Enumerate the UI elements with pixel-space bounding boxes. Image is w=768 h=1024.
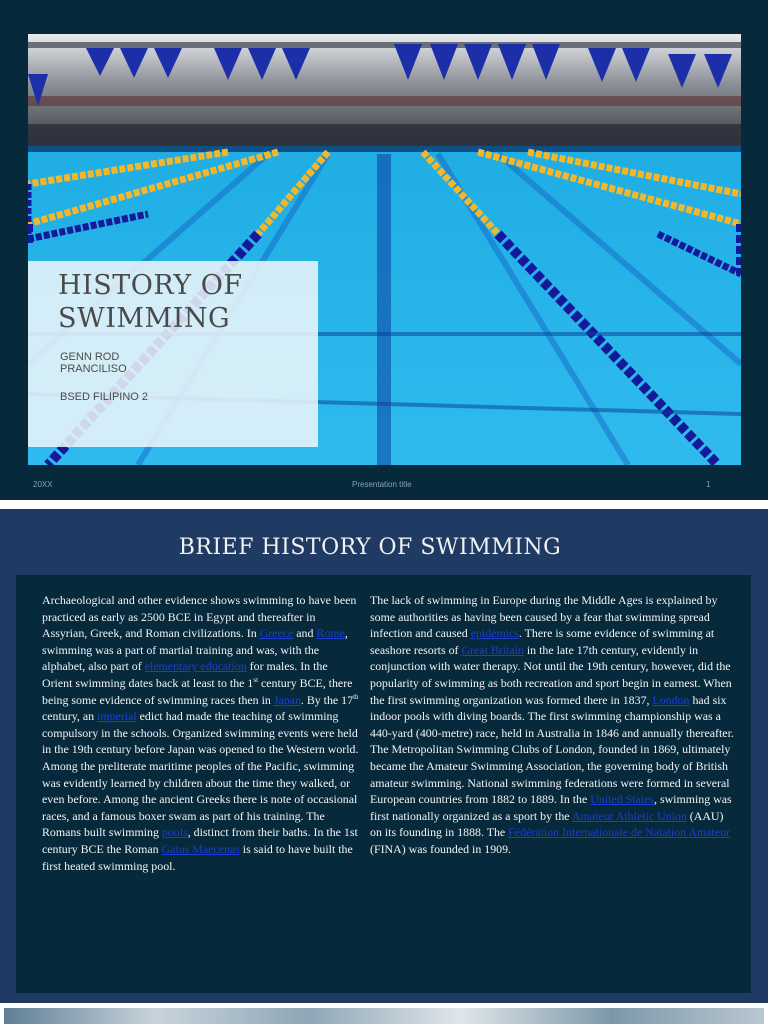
next-slide-preview	[4, 1008, 764, 1024]
title-slide	[0, 0, 768, 500]
course-label: BSED FILIPINO 2	[60, 391, 149, 403]
link-rome[interactable]: Rome	[316, 626, 345, 641]
footer-presentation-title: Presentation title	[352, 480, 412, 489]
link-united-states[interactable]: United States	[590, 792, 655, 807]
footer-year: 20XX	[33, 480, 53, 489]
history-slide	[0, 509, 768, 1003]
text-run: Archaeological and other evidence shows swimming to have been practiced as early as 2500 BCE in Egypt and thereafter in Assyrian, Greek, and Roman civilizations. In	[42, 593, 357, 641]
link-great-britain[interactable]: Great Britain	[461, 642, 524, 657]
link-amateur-athletic-union[interactable]: Amateur Athletic Union	[571, 808, 687, 823]
link-pools[interactable]: pools	[161, 825, 188, 840]
title-panel	[28, 261, 318, 447]
text-run: The lack of swimming in Europe during the Middle Ages is explained by some authorities as having been caused by a fear that swimming spread infection and caused	[370, 593, 718, 641]
slide-divider	[0, 500, 768, 509]
link-greece[interactable]: Greece	[259, 626, 294, 641]
superscript: th	[353, 692, 359, 701]
text-run: for males. In the Orient swimming dates back at least to the 1	[42, 659, 328, 690]
text-run: (FINA) was founded in 1909.	[370, 841, 512, 856]
text-run: and	[293, 626, 317, 641]
link-imperial[interactable]: imperial	[97, 709, 137, 724]
text-run: had six indoor pools with diving boards. The first swimming championship was a 440-yard (400-metre) race, held in Australia in 1846 and annually thereafter. The Metropolitan Swimming Clubs of London, founded in 1869, ultimately became the Amateur Swimming Association, the governing body of British amateur swimming. National swimming federations were formed in several European countries from 1882 to 1889. In the	[370, 692, 734, 807]
text-run: , distinct from their baths. In the 1st century BCE the Roman	[42, 825, 358, 856]
text-run: century BCE, there being some evidence of swimming races then in	[42, 675, 353, 707]
text-run: century, an	[42, 709, 98, 724]
right-column-text	[370, 592, 738, 858]
author-name: GENN ROD PRANCILISO	[60, 351, 127, 375]
footer-slide-number: 1	[706, 480, 711, 489]
text-run: (AAU) on its founding in 1888. The	[370, 808, 724, 840]
slide-title: BRIEF HISTORY OF SWIMMING	[178, 535, 562, 560]
left-column-text	[42, 592, 360, 874]
text-run: in the late 17th century, evidently in conjunction with water therapy. Not until the 19th century, however, did the popularity of swimming as both recreation and sport begin in earnest. When the first swimming organization was formed there in 1837,	[370, 642, 732, 707]
text-run: edict had made the teaching of swimming compulsory in the schools. Organized swimming events were held in the 19th century before Japan was opened to the Western world. Among the preliterate maritime peoples of the Pacific, swimming was evidently learned by children about the time they walked, or even before. Among the ancient Greeks there is note of occasional races, and a famous boxer swam as part of his training. The Romans built swimming	[42, 709, 359, 840]
text-run: . There is some evidence of swimming at seashore resorts of	[370, 626, 715, 657]
text-run: , swimming was first nationally organized as a sport by the	[370, 792, 732, 823]
text-run: , swimming was a part of martial training and was, with the alphabet, also part of	[42, 626, 348, 674]
link-fina[interactable]: Fédération Internationale de Natation Amateur	[508, 825, 731, 840]
superscript: st	[253, 676, 259, 684]
link-japan[interactable]: Japan	[273, 692, 301, 707]
link-epidemics[interactable]: epidemics	[470, 626, 519, 641]
link-london[interactable]: London	[652, 692, 690, 707]
presentation-title: HISTORY OF SWIMMING	[58, 270, 243, 334]
text-run: is said to have built the first heated swimming pool.	[42, 841, 353, 873]
link-gaius-maecenas[interactable]: Gaius Maecenas	[161, 841, 240, 856]
content-box	[16, 575, 751, 993]
link-elementary-education[interactable]: elementary education	[144, 659, 247, 674]
text-run: . By the 17	[300, 692, 354, 707]
